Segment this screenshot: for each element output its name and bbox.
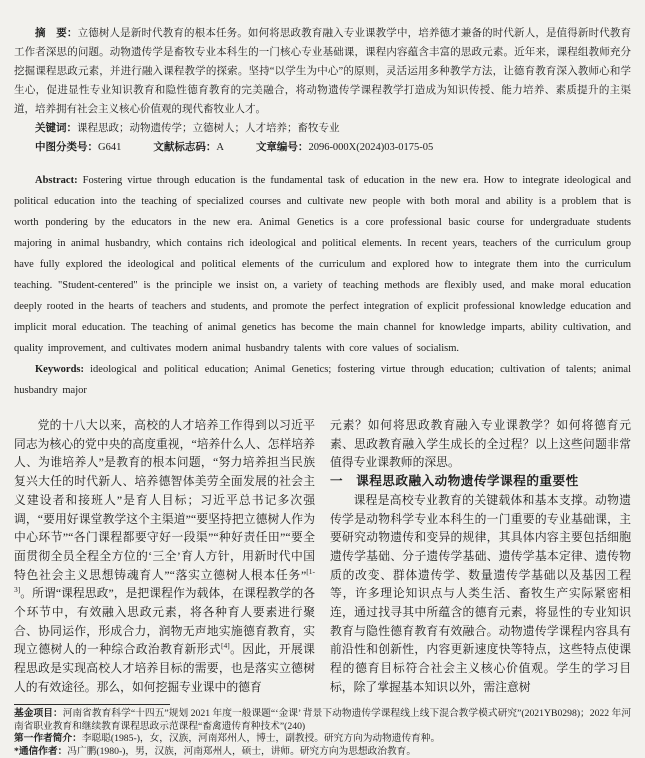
article-id	[256, 142, 433, 153]
en-abstract-text: Fostering virtue through education is the fundamental task of education in the new era. How to integrate ideological and political education into the teaching of specialized courses and cultivate new people with both moral and ability is a problem that is worth pondering by the educators in the new era. Animal Genetics is a core professional basic course for undergraduate students majoring in animal husbandry, which contains rich ideological and political elements. In recent years, teachers of the curriculum group have fully explored the ideological and political elements of the curriculum and explored how to integrate them into the curriculum teaching. "Student-centered" is the principle we insist on, a variety of teaching methods are flexibly used, and make moral education deeply rooted in the hearts of teachers and students, and promote the perfect integration of explicit professional knowledge education and implicit moral education. The teaching of animal genetics has become the main channel for knowledge imparts, ability cultivation, and quality improvement, and cultivates modern animal husbandry talents with core values of socialism.	[14, 175, 631, 354]
intro-paragraph	[14, 416, 315, 697]
en-keywords	[14, 359, 631, 401]
fund-project-note	[14, 708, 631, 733]
intro-text-3: 。因此，开展课程思政是实现高校人才培养目标的需要，也是落实立德树人的有效途径。那么，如何挖掘专业课中的德育	[14, 642, 315, 694]
intro-text-2: 。所谓“课程思政”，是把课程作为载体，在课程教学的各个环节中，有效融入思政元素，将各种育人要素进行聚合、协同运作，形成合力，润物无声地实施德育教育，实现立德树人的一种综合政治教育新形式	[14, 586, 315, 657]
corresponding-author-text: 冯广鹏(1980-)，男，汉族，河南郑州人，硕士，讲师。研究方向为思想政治教育。	[67, 745, 417, 757]
en-abstract	[14, 170, 631, 359]
section-1-paragraph: 课程是高校专业教育的关键载体和基本支撑。动物遗传学是动物科学专业本科生的一门重要的专业基础课，主要研究动物遗传和变异的规律，其具体内容主要包括细胞遗传学基础、分子遗传学基础、遗传学基本定律、遗传物质的改变、群体遗传学、数量遗传学基础以及基因工程等，许多理论知识点与人类生活、畜牧生产实际紧密相连，通过找寻其中所蕴含的德育元素，将显性的专业知识教育与隐性德育教育有效融合。动物遗传学课程内容具有前沿性和创新性，内容更新速度快等特点，这些特点使课程的德育目标符合社会主义核心价值观。学生的学习目标，除了掌握基本知识以外，需注意树	[330, 492, 631, 694]
meta-row	[14, 138, 631, 157]
cn-abstract-text: 立德树人是新时代教育的根本任务。如何将思政教育融入专业课教学中，培养德才兼备的时代新人，是值得新时代教育工作者深思的问题。动物遗传学是畜牧专业本科生的一门核心专业基础课，课程内容蕴含丰富的思政元素。近年来，课程组教师充分挖掘课程思政元素，并进行融入课程教学的探索。坚持“以学生为中心”的原则，灵活运用多种教学方法，让德育教育深入教师心和学生心，促进显性专业知识教育和隐性德育教育的完美融合，将动物遗传学课程教学打造成为知识传授、能力培养、素质提升的主渠道，培养拥有社会主义核心价值观的现代畜牧业人才。	[14, 28, 632, 115]
clc-number	[35, 142, 121, 153]
intro-text-1: 党的十八大以来，高校的人才培养工作得到以习近平同志为核心的党中央的高度重视，“培养什么人、怎样培养人、为谁培养人”是教育的根本问题，“努力培养担当民族复兴大任的时代新人、培养德智体美劳全面发展的社会主义建设者和接班人”是育人目标；习近平总书记多次强调，“要用好课堂教学这个主渠道”“要坚持把立德树人作为中心环节”“各门课程都要守好一段渠”“种好责任田”“要全面贯彻全员全程全方位的‘三全’育人方针，用新时代中国特色社会主义思想铸魂育人”“落实立德树人根本任务”	[14, 418, 315, 582]
clc-label: 中图分类号：	[35, 142, 98, 153]
citation-ref-1-3: [1-3]	[14, 566, 315, 595]
cn-keywords-label: 关键词：	[35, 123, 77, 134]
right-column	[330, 416, 631, 697]
corresponding-author-label: *通信作者：	[14, 745, 68, 757]
intro-paragraph-continuation: 元素？如何将思政教育融入专业课教学？如何将德育元素、思政教育融入学生成长的全过程？以上这些问题非常值得专业课教师的深思。	[330, 418, 631, 470]
doc-code-label: 文献标志码：	[153, 142, 217, 153]
document-code	[153, 142, 224, 153]
citation-ref-4: [4]	[221, 641, 230, 651]
en-keywords-label: Keywords:	[35, 364, 84, 375]
cn-abstract-label: 摘 要：	[35, 28, 78, 39]
corresponding-author-note	[14, 746, 631, 758]
clc-value: G641	[98, 142, 122, 153]
en-abstract-label: Abstract:	[35, 175, 78, 186]
footnote-divider	[14, 704, 170, 705]
first-author-note	[14, 733, 631, 746]
section-1-number: 一	[330, 474, 344, 489]
article-id-value: 2096-000X(2024)03-0175-05	[308, 142, 434, 153]
section-1-title: 课程思政融入动物遗传学课程的重要性	[356, 474, 579, 489]
fund-project-label: 基金项目：	[14, 708, 63, 719]
cn-keywords-text: 课程思政；动物遗传学；立德树人；人才培养；畜牧专业	[77, 123, 340, 134]
fund-project-text: 河南省教育科学“十四五”规划 2021 年度一般课题“‘金课’ 背景下动物遗传学课程线上线下混合教学模式研究”(2021YB0298)；2022 年河南省职业教育和继续教育课程思政示范课程“畜禽遗传育种技术”(240)	[14, 708, 632, 732]
section-1-heading	[330, 472, 631, 491]
cn-keywords	[14, 119, 631, 138]
cn-abstract	[14, 24, 631, 119]
article-id-label: 文章编号：	[255, 142, 309, 153]
body-columns	[14, 416, 631, 697]
en-keywords-text: ideological and political education; Animal Genetics; fostering virtue through education; cultivation of talents; animal husbandry major	[14, 364, 631, 396]
first-author-label: 第一作者简介：	[14, 733, 82, 745]
left-column	[14, 416, 315, 697]
first-author-text: 李聪聪(1985-)，女，汉族，河南郑州人，博士，副教授。研究方向为动物遗传育种。	[81, 733, 441, 745]
doc-code-value: A	[216, 142, 224, 153]
footnote-block	[14, 704, 631, 758]
